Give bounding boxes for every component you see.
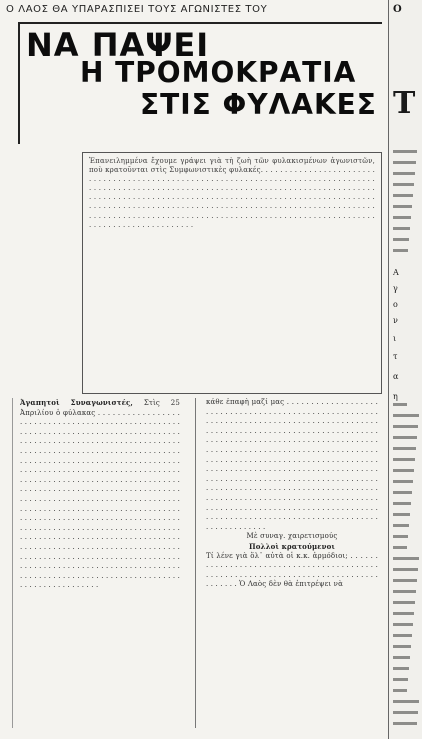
adjacent-text-line (393, 150, 417, 153)
adjacent-letter: ο (393, 300, 398, 309)
closing-line: Ὁ Λαὸς δὲν θὰ ἐπιτρέψει νὰ (239, 580, 343, 589)
adjacent-text-line (393, 502, 411, 505)
body-column-left (20, 398, 180, 728)
adjacent-text-line (393, 678, 408, 681)
adjacent-text-line (393, 612, 414, 615)
adjacent-letter: α (393, 372, 399, 381)
adjacent-headline-letter: Τ (393, 86, 416, 121)
adjacent-text-line (393, 513, 410, 516)
column-rule-left (12, 398, 13, 728)
body-column-right (206, 398, 378, 728)
adjacent-text-line (393, 524, 409, 527)
adjacent-text-line (393, 403, 407, 406)
intro-box (82, 152, 382, 394)
adjacent-text-line (393, 711, 418, 714)
adjacent-text-line (393, 480, 413, 483)
adjacent-text-line (393, 227, 410, 230)
adjacent-text-line (393, 414, 419, 417)
sign-off: Μὲ συναγ. χαιρετισμούς (246, 532, 338, 541)
banner-line: Ο ΛΑΟΣ ΘΑ ΥΠΑΡΑΣΠΙΣΕΙ ΤΟΥΣ ΑΓΩΝΙΣΤΕΣ ΤΟΥ (6, 4, 268, 15)
adjacent-letter: Α (393, 268, 399, 277)
adjacent-text-line (393, 590, 416, 593)
adjacent-text-line (393, 161, 416, 164)
adjacent-text-line (393, 469, 414, 472)
left-column-body: Στὶς 25 Ἀπριλίου ὁ φύλακας . . . . . . . . . . . . . . . . . . . . . . . . . . . . . . . . . . . . . . . . . . . . . . . . . . . . . . . . . . . . . . . . . . . . . . . . . . . . . . . . . . . . . . . . . . . . . . . . . . . . . . . . . . . . . . . . . . . . . . . . . . . . . . . . . . . . . . . . . . . . . . . . . . . . . . . . . . . . . . . . . . . . . . . . . . . . . . . . . . . . . . . . . . . . . . . . . . . . . . . . . . . . . . . . . . . . . . . . . . . . . . . . . . . . . . . . . . . . . . . . . . . . . . . . . . . . . . . . . . . . . . . . . . . . . . . . . . . . . . . . . . . . . . . . . . . . . . . . . . . . . . . . . . . . . . . . . . . . . . . . . . . . . . . . . . . . . . . . . . . . . . . . . . . . . . . . . . . . . . . . . . . . . . . . . . . . . . . . . . . . . . . . . . . . . . . . . . . . . . . . . . . . . . . . . . . . . . . . . . . . . . . . . . . . . . . . . . . . . . . . . . . . . . . . . . . . . . . . . . . . . . . . . . . . . . . . . . . . . . . . . . . . . . . . . . . . . . . . . . . . . . . . . . . . . . . . . . . . . . . . . . . . . . . . . . . . . . . . . . . . . . . . . . . . . . . . . . . . . . . . . . . . . . . . . . . . . . . . . . . . . . . . . . . . . . . . . . . . . . . . . . . . . . . . . . . . (20, 399, 180, 590)
adjacent-text-line (393, 447, 416, 450)
adjacent-text-line (393, 425, 418, 428)
adjacent-text-line (393, 172, 415, 175)
adjacent-text-line (393, 601, 415, 604)
headline-line-3: ΣΤΙΣ ΦΥΛΑΚΕΣ (140, 88, 377, 121)
adjacent-text-line (393, 436, 417, 439)
adjacent-column (388, 0, 422, 739)
adjacent-text-line (393, 568, 418, 571)
column-divider (195, 398, 196, 728)
adjacent-text-line (393, 700, 419, 703)
adjacent-letter: ν (393, 316, 398, 325)
adjacent-text-line (393, 491, 412, 494)
adjacent-text-line (393, 623, 413, 626)
intro-paragraph: Ἐπανειλημμένα ἔχουμε γράψει γιὰ τὴ ζωὴ τῶν φυλακισμένων ἀγωνιστῶν, ποὺ κρατοῦνται στὶς Συμφωνιστικὲς φυλακές. . . . . . . . . . . . . . . . . . . . . . . . . . . . . . . . . . . . . . . . . . . . . . . . . . . . . . . . . . . . . . . . . . . . . . . . . . . . . . . . . . . . . . . . . . . . . . . . . . . . . . . . . . . . . . . . . . . . . . . . . . . . . . . . . . . . . . . . . . . . . . . . . . . . . . . . . . . . . . . . . . . . . . . . . . . . . . . . . . . . . . . . . . . . . . . . . . . . . . . . . . . . . . . . . . . . . . . . . . . . . . . . . . . . . . . . . . . . . . . . . . . . . . . . . . . . . . . . . . . . . . . . . . . . . . . . . . . . . . . . . . . . . . . . . . . . . . . . . . . . . . . . . . . . . . . . . . . . . . . . . . . . . . . . . . . . . . . . . . . . . (89, 157, 375, 229)
adjacent-text-line (393, 645, 411, 648)
adjacent-letter: γ (393, 284, 398, 293)
adjacent-text-line (393, 535, 408, 538)
adjacent-text-line (393, 183, 414, 186)
adjacent-text-line (393, 667, 409, 670)
adjacent-letter: ι (393, 334, 397, 343)
adjacent-text-line (393, 249, 408, 252)
adjacent-text-line (393, 579, 417, 582)
adjacent-text-line (393, 458, 415, 461)
adjacent-letter: η (393, 392, 398, 401)
headline-line-1: ΝΑ ΠΑΨΕΙ (26, 26, 210, 64)
salutation: Ἀγαπητοὶ Συναγωνιστές, (20, 398, 134, 407)
adjacent-letter: τ (393, 352, 398, 361)
adjacent-text-line (393, 634, 412, 637)
adjacent-text-line (393, 546, 407, 549)
adjacent-text-line (393, 194, 413, 197)
adjacent-text-line (393, 205, 412, 208)
adjacent-header-letter: Ο (393, 4, 402, 15)
right-column-body: κάθε ἐπαφὴ μαζί μας . . . . . . . . . . . . . . . . . . . . . . . . . . . . . . . . . . . . . . . . . . . . . . . . . . . . . . . . . . . . . . . . . . . . . . . . . . . . . . . . . . . . . . . . . . . . . . . . . . . . . . . . . . . . . . . . . . . . . . . . . . . . . . . . . . . . . . . . . . . . . . . . . . . . . . . . . . . . . . . . . . . . . . . . . . . . . . . . . . . . . . . . . . . . . . . . . . . . . . . . . . . . . . . . . . . . . . . . . . . . . . . . . . . . . . . . . . . . . . . . . . . . . . . . . . . . . . . . . . . . . . . . . . . . . . . . . . . . . . . . . . . . . . . . . . . . . . . . . . . . . . . . . . . . . . . . . . . . . . . . . . . . . . . . . . . . . . . . . . . . . . . . . . . . . . . . . . . . . . . . . . . . . . . . . . . . . . . . . . . . . . . . . . . . . . . . . . . . . . . . . . . . . . . . . . . . . . . . . . . . . . . . . . . . . . . . . . . . . . . . . . . . . . . . . . . . . . . . . . . . . . . . (206, 398, 378, 531)
adjacent-text-line (393, 656, 410, 659)
signature: Πολλοὶ κρατούμενοι (248, 541, 336, 551)
adjacent-text-line (393, 689, 407, 692)
editorial-note: Τί λένε γιὰ ὅλ᾽ αὐτὰ οἱ κ.κ. ἁρμόδιοι; . . . . . . . . . . . . . . . . . . . . . . . . . . . . . . . . . . . . . . . . . . . . . . . . . . . . . . . . . . . . . . . . . . . . . . . . . . . . . . . . . . . . . (206, 551, 378, 589)
adjacent-text-line (393, 216, 411, 219)
headline-line-2: Η ΤΡΟΜΟΚΡΑΤΙΑ (80, 56, 357, 89)
adjacent-text-line (393, 722, 417, 725)
adjacent-text-line (393, 238, 409, 241)
adjacent-text-line (393, 557, 419, 560)
